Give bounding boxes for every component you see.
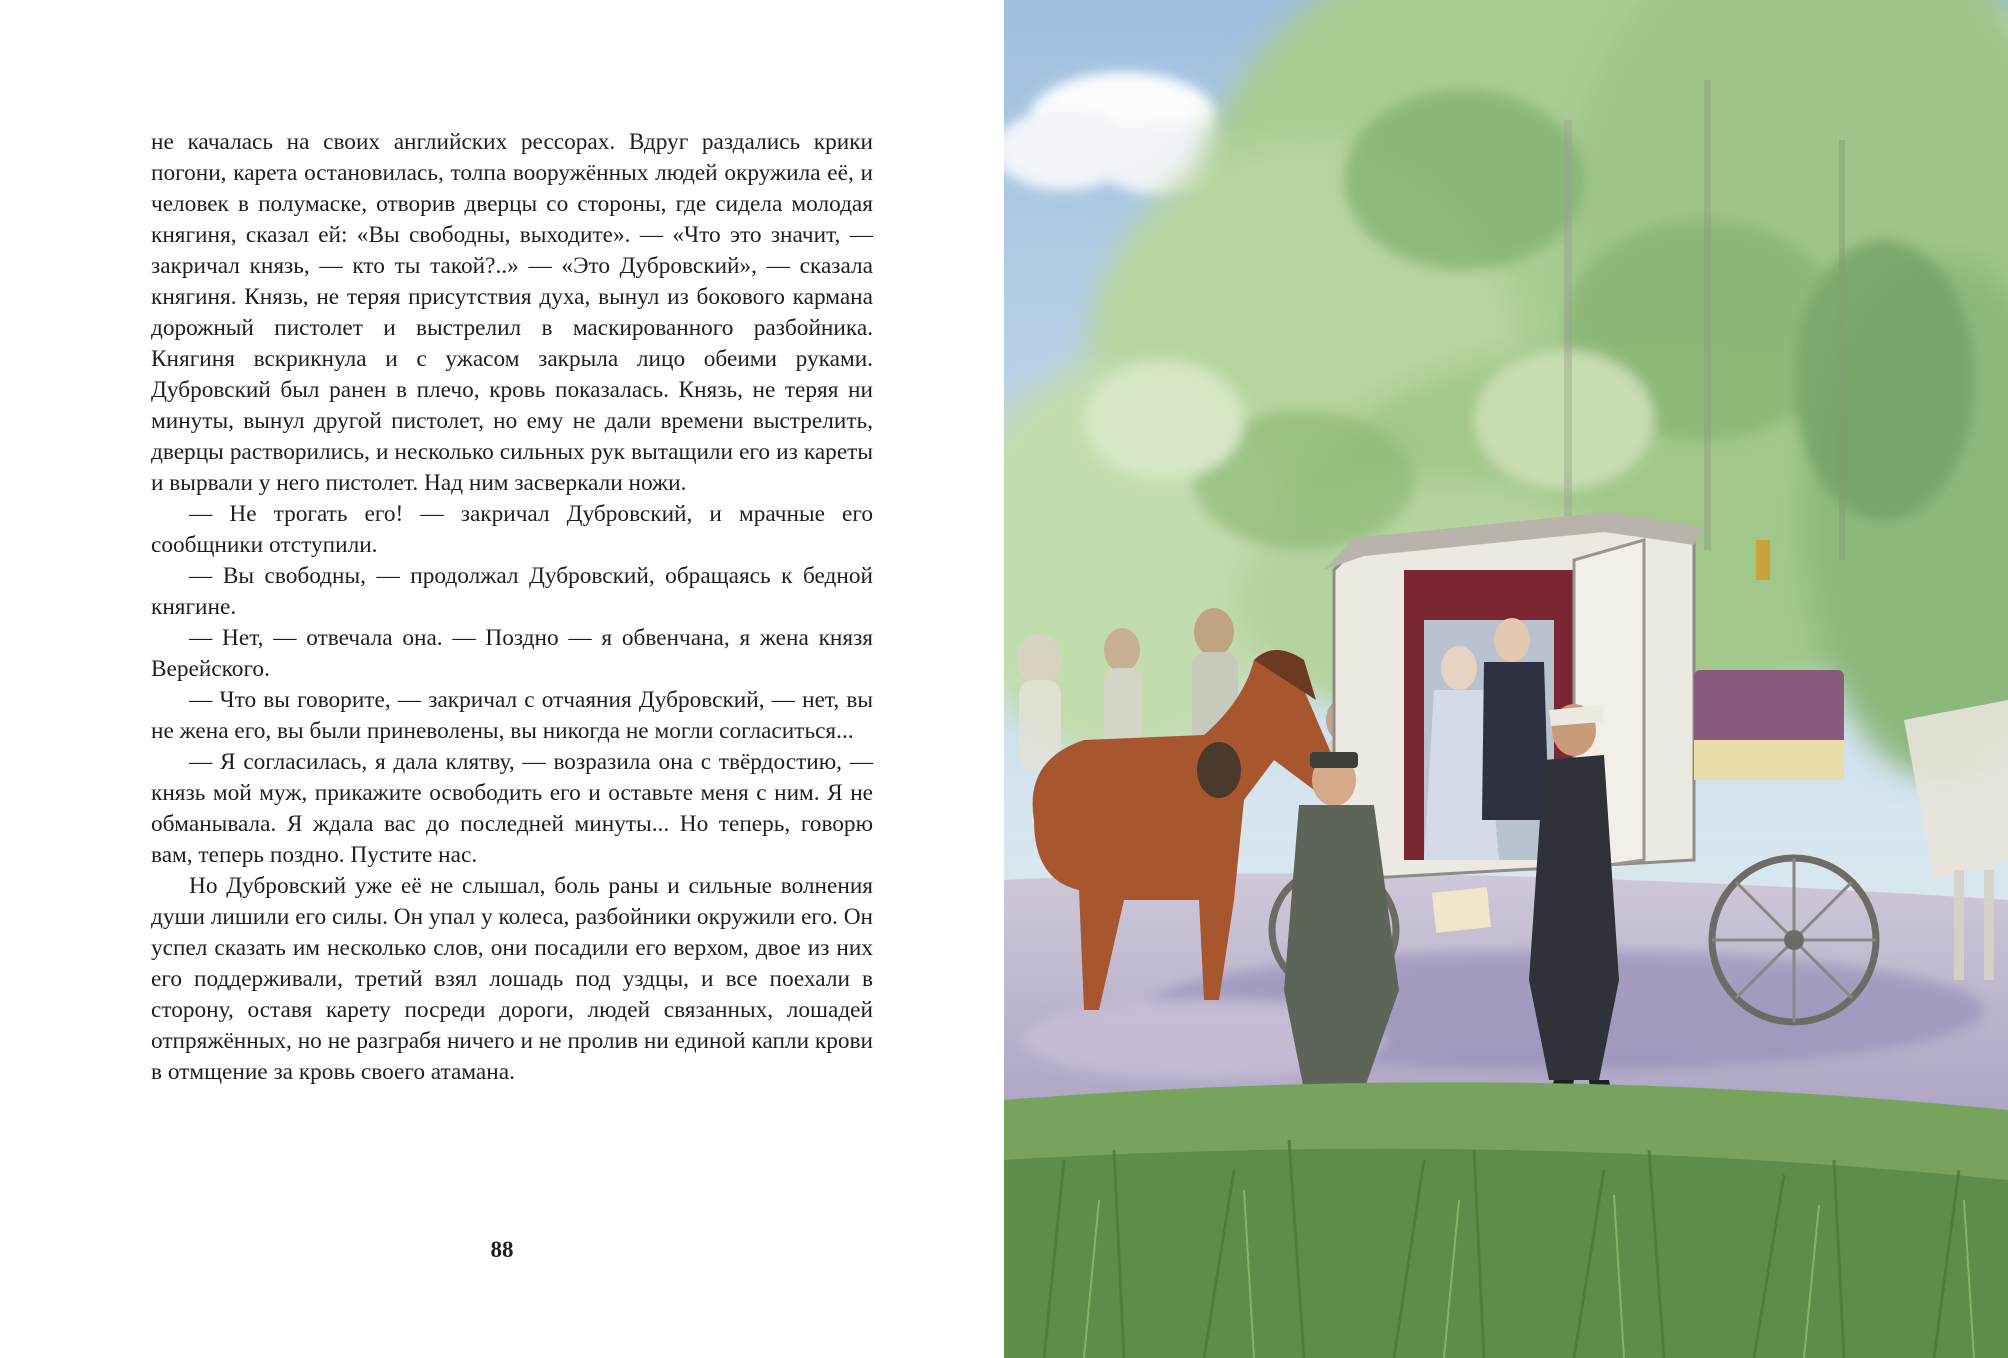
grass bbox=[1004, 1082, 2008, 1358]
paragraph: — Что вы говорите, — закричал с отчаяния Дубровский, — нет, вы не жена его, вы были приневолены, вы никогда не могли согласиться... bbox=[151, 687, 873, 744]
paragraph: не качалась на своих английских рессорах. Вдруг раздались крики погони, карета остановилась, толпа вооружённых людей окружила её, и человек в полумаске, отворив дверцы со стороны, где сидела молодая княгиня, сказал ей: «Вы свободны, выходите». — «Что это значит, — закричал князь, — кто ты такой?..» — «Это Дубровский», — сказала княгиня. Князь, не теряя присутствия духа, вынул из бокового кармана дорожный пистолет и выстрелил в маскированного разбойника. Княгиня вскрикнула и с ужасом закрыла лицо обеими руками. Дубровский был ранен в плечо, кровь показалась. Князь, не теряя ни минуты, вынул другой пистолет, но ему не дали времени выстрелить, дверцы растворились, и несколько сильных рук вытащили его из кареты и вырвали у него пистолет. Над ним засверкали ножи. bbox=[151, 129, 873, 496]
paper bbox=[1432, 887, 1491, 933]
paragraph: — Не трогать его! — закричал Дубровский, и мрачные его сообщники отступили. bbox=[151, 501, 873, 558]
carriage-scene-illustration bbox=[1004, 0, 2008, 1358]
page-number: 88 bbox=[490, 1237, 514, 1262]
paragraph: — Вы свободны, — продолжал Дубровский, обращаясь к бедной княгине. bbox=[151, 563, 873, 620]
paragraph: — Я согласилась, я дала клятву, — возразила она с твёрдостию, — князь мой муж, прикажите освободить его и оставьте меня с ним. Я не обманывала. Я ждала вас до последней минуты... Но теперь, говорю вам, теперь поздно. Пустите нас. bbox=[151, 749, 873, 868]
illustration-page bbox=[1004, 0, 2008, 1358]
paragraph: Но Дубровский уже её не слышал, боль раны и сильные волнения души лишили его силы. Он упал у колеса, разбойники окружили его. Он успел сказать им несколько слов, они посадили его верхом, двое из них его поддерживали, третий взял лошадь под уздцы, и все поехали в сторону, оставя карету посреди дороги, людей связанных, лошадей отпряжённых, но не разграбя ничего и не пролив ни единой капли крови в отмщение за кровь своего атамана. bbox=[151, 873, 873, 1085]
body-text bbox=[151, 127, 873, 1088]
paragraph: — Нет, — отвечала она. — Поздно — я обвенчана, я жена князя Верейского. bbox=[151, 625, 873, 682]
